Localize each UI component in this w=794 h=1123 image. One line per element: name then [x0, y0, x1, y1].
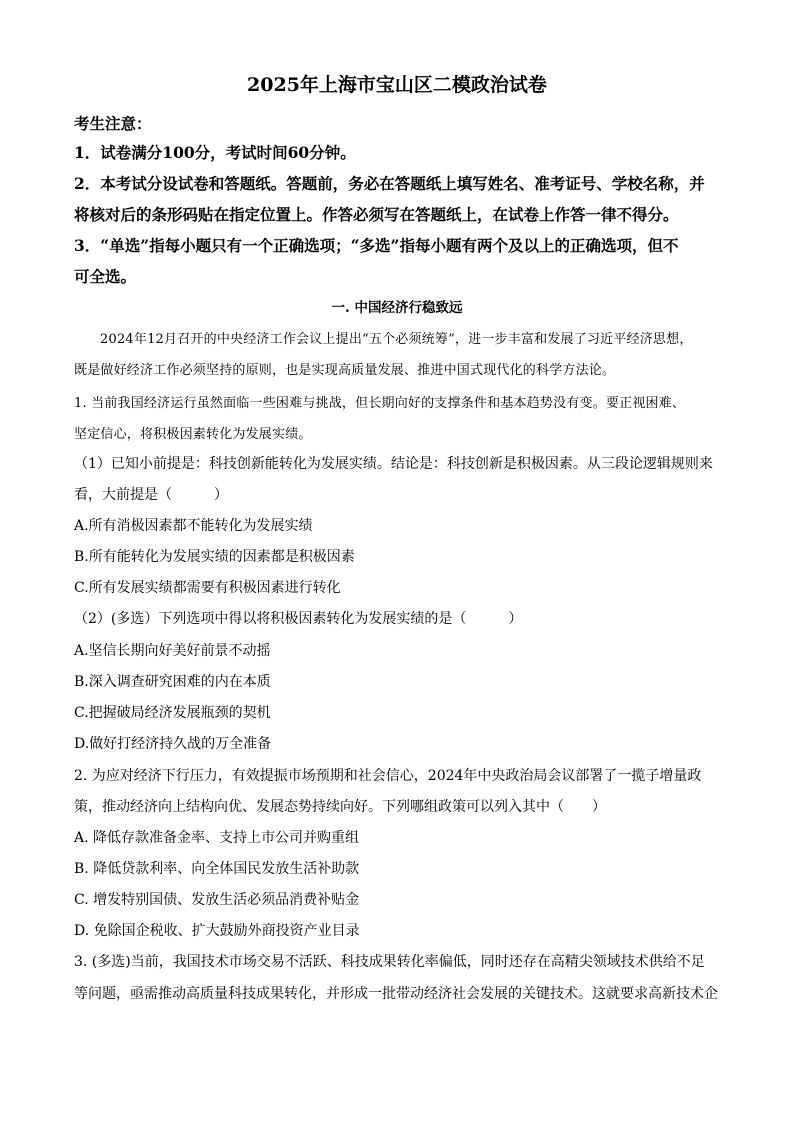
question-1-2-option-b: B.深入调查研究困难的内在本质: [74, 674, 271, 690]
question-2-option-c: C. 增发特别国债、发放生活必须品消费补贴金: [74, 892, 360, 908]
question-1-1-line-1: （1）已知小前提是：科技创新能转化为发展实绩。结论是：科技创新是积极因素。从三段论逻辑规则来: [74, 456, 713, 472]
question-1-2-stem: （2）(多选）下列选项中得以将积极因素转化为发展实绩的是（ ）: [74, 611, 523, 627]
question-2-option-a: A. 降低存款准备金率、支持上市公司并购重组: [74, 830, 360, 846]
notice-item-2-line-2: 将核对后的条形码贴在指定位置上。作答必须写在答题纸上，在试卷上作答一律不得分。: [74, 205, 679, 224]
question-1-2-option-c: C.把握破局经济发展瓶颈的契机: [74, 705, 271, 721]
question-1-1-option-c: C.所有发展实绩都需要有积极因素进行转化: [74, 580, 341, 596]
intro-line-2: 既是做好经济工作必须坚持的原则，也是实现高质量发展、推进中国式现代化的科学方法论。: [74, 363, 616, 378]
notice-item-2-line-1: 2．本考试分设试卷和答题纸。答题前，务必在答题纸上填写姓名、准考证号、学校名称，并: [74, 174, 705, 193]
notice-item-3-line-1: 3．“单选”指每小题只有一个正确选项；“多选”指每小题有两个及以上的正确选项，但不: [74, 236, 679, 255]
question-2-stem-line-2: 策，推动经济向上结构向优、发展态势持续向好。下列哪组政策可以列入其中（ ）: [74, 799, 606, 815]
notice-heading: 考生注意：: [74, 114, 152, 133]
question-1-stem-line-2: 坚定信心，将积极因素转化为发展实绩。: [74, 427, 312, 442]
intro-line-1: 2024年12月召开的中央经济工作会议上提出“五个必须统筹”，进一步丰富和发展了习近平经济思想，: [100, 332, 693, 347]
question-2-option-b: B. 降低贷款利率、向全体国民发放生活补助款: [74, 861, 360, 877]
question-3-stem-line-2: 等问题，亟需推动高质量科技成果转化，并形成一批带动经济社会发展的关键技术。这就要求高新技术企: [74, 986, 718, 1002]
question-1-2-option-d: D.做好打经济持久战的万全准备: [74, 736, 272, 752]
section-heading: 一. 中国经济行稳致远: [331, 300, 463, 316]
question-1-2-option-a: A.坚信长期向好美好前景不动摇: [74, 643, 271, 659]
question-2-option-d: D. 免除国企税收、扩大鼓励外商投资产业目录: [74, 923, 360, 939]
question-2-stem-line-1: 2. 为应对经济下行压力，有效提振市场预期和社会信心，2024年中央政治局会议部署了一揽子增量政: [74, 768, 702, 784]
notice-item-1: 1．试卷满分100分，考试时间60分钟。: [74, 143, 356, 162]
question-1-stem-line-1: 1. 当前我国经济运行虽然面临一些困难与挑战，但长期向好的支撑条件和基本趋势没有变。要正视困难、: [74, 396, 686, 411]
question-1-1-option-a: A.所有消极因素都不能转化为发展实绩: [74, 518, 313, 534]
notice-item-3-line-2: 可全选。: [74, 267, 137, 286]
page-title: 2025年上海市宝山区二模政治试卷: [247, 74, 547, 96]
question-1-1-option-b: B.所有能转化为发展实绩的因素都是积极因素: [74, 549, 355, 565]
question-1-1-line-2: 看，大前提是（ ）: [74, 487, 228, 503]
question-3-stem-line-1: 3. (多选)当前，我国技术市场交易不活跃、科技成果转化率偏低，同时还存在高精尖领域技术供给不足: [74, 954, 705, 970]
